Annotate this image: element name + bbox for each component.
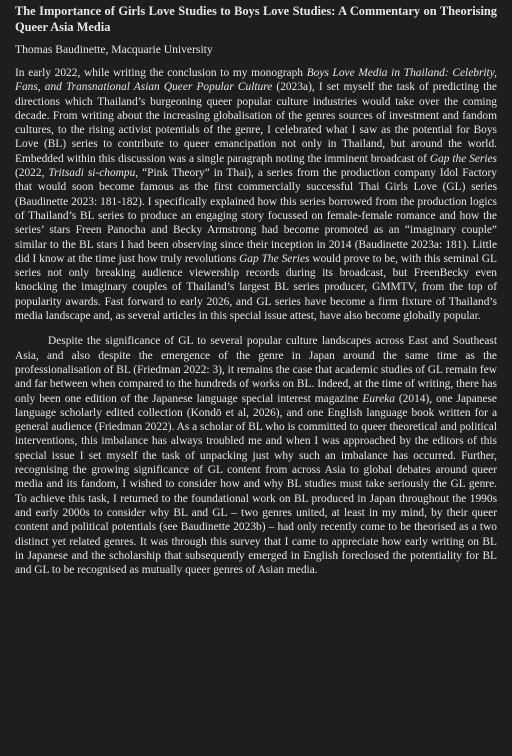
- italic-title-text: Tritsadi si-chompu: [48, 167, 136, 180]
- body-text-run: (2023a), I set myself the task of predicting the directions which Thailand’s burgeoning queer popular culture industries would take over the coming decade. From writing about the increasing globalisation of the genres sources of investment and fandom cultures, to the rising activist potentials of the genre, I celebrated what I saw as the potential for Boys Love (BL) series to contribute to queer emancipation not only in Thailand, but around the world. Embedded within this discussion was a single paragraph noting the imminent broadcast of: [15, 81, 497, 165]
- italic-title-text: Gap the Series: [429, 152, 497, 165]
- body-paragraph-1: [15, 66, 497, 323]
- body-text-run: In early 2022, while writing the conclusion to my monograph: [15, 67, 307, 79]
- italic-title-text: Gap The Series: [239, 252, 310, 265]
- body-text-run: , “Pink Theory” in Thai), a series from the production company Idol Factory that would soon become famous as the first commercially successful Thai Girls Love (GL) series (Baudinette 2023: 181-182). I specifically explained how this series borrowed from the production logics of Thailand’s BL series to produce an engaging story focussed on female-female romance and how the series’ stars Freen Panocha and Becky Armstrong had become promoted as an “imaginary couple” similar to the BL stars I had been observing since their inception in 2014 (Baudinette 2023a: 181). Little did I know at the time just how truly revolutions: [15, 167, 497, 265]
- italic-title-text: Boys Love Media in Thailand: Celebrity, Fans, and Transnational Asian Queer Popular Culture: [15, 67, 497, 94]
- article-author: Thomas Baudinette, Macquarie University: [15, 43, 213, 56]
- body-paragraph-2: [15, 334, 497, 577]
- body-text-run: (2014), one Japanese language scholarly edited collection (Kondō et al, 2026), and one English language book written for a general audience (Friedman 2022). As a scholar of BL who is committed to queer theoretical and political interventions, this imbalance has always troubled me and when I was approached by the editors of this special issue I set myself the task of unpacking just why such an imbalance has occurred. Further, recognising the growing significance of GL content from across Asia to global debates around queer media and its fandom, I wished to consider how and why BL studies must take seriously the GL genre. To achieve this task, I returned to the foundational work on BL produced in Japan throughout the 1990s and early 2000s to consider why BL and GL – two genres united, at least in my mind, by their queer content and political potentials (see Baudinette 2023b) – had only recently come to be theorised as a two distinct yet related genres. It was through this survey that I came to appreciate how early writing on BL in Japanese and the scholarship that subsequently emerged in English foreclosed the potentiality for BL and GL to be recognised as mutually queer genres of Asian media.: [15, 392, 497, 577]
- body-text-run: would prove to be, with this seminal GL series not only breaking audience viewership records during its broadcast, but FreenBecky even knocking the imaginary couples of Thailand’s largest BL series producer, GMMTV, from the top of popularity awards. Fast forward to early 2026, and GL series have become a firm fixture of Thailand’s media landscape and, as several articles in this special issue attest, have also become globally popular.: [15, 252, 497, 323]
- body-text-run: (2022,: [15, 167, 49, 180]
- italic-title-text: Eureka: [362, 392, 395, 405]
- article-title: The Importance of Girls Love Studies to Boys Love Studies: A Commentary on Theorising Queer Asia Media: [15, 4, 497, 34]
- scrollbar[interactable]: [506, 0, 512, 756]
- body-text-run: Despite the significance of GL to several popular culture landscapes across East and Southeast Asia, and also despite the emergence of the genre in Japan around the same time as the professionalisation of BL (Friedman 2022: 3), it remains the case that academic studies of GL remain few and far between when compared to the hundreds of works on BL. Indeed, at the time of writing, there has only been one edition of the Japanese language special interest magazine: [15, 335, 497, 405]
